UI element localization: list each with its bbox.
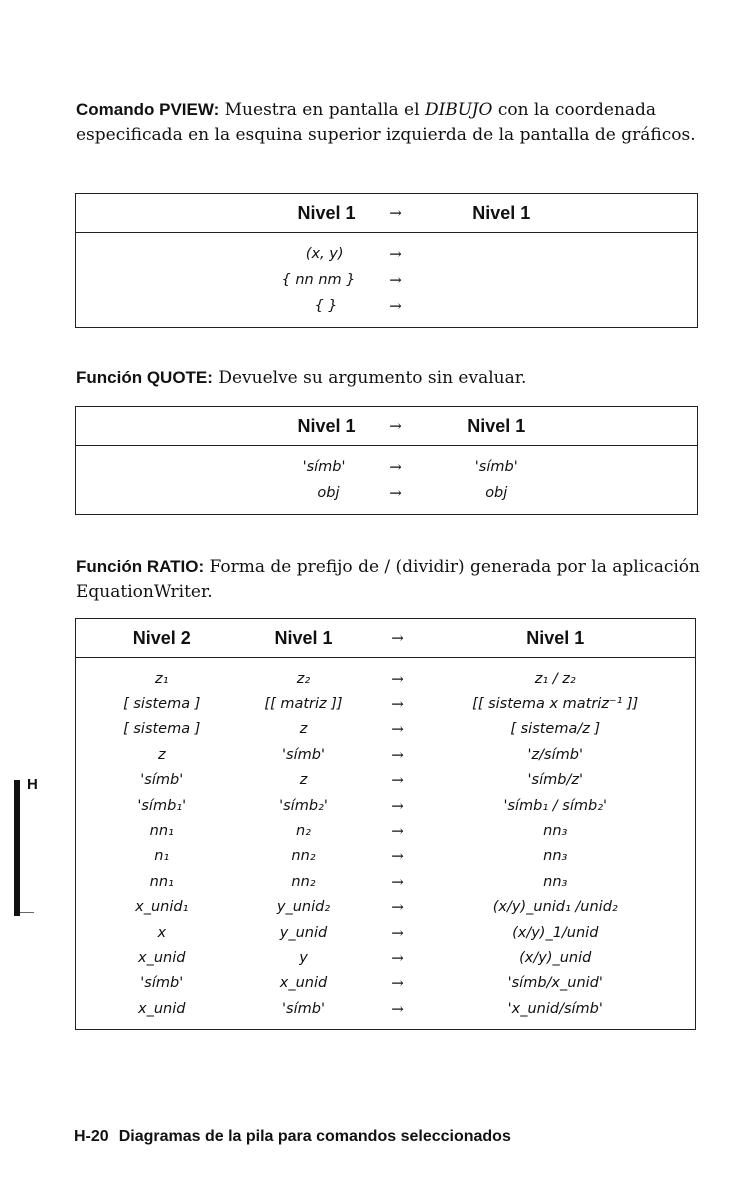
stack-cell: nn₂ — [291, 848, 316, 865]
section-tab-line — [20, 912, 34, 913]
table-row — [76, 945, 696, 970]
arrow-cell: → — [391, 695, 404, 714]
table-row: 'símb' → 'símb' — [302, 458, 518, 476]
arrow-cell: → — [391, 822, 404, 841]
table-row — [76, 691, 696, 716]
section-tab-letter: H — [27, 776, 38, 793]
stack-cell: y — [299, 949, 308, 966]
arrow-cell: → — [391, 796, 404, 815]
stack-cell: [[ matriz ]] — [264, 696, 343, 713]
stack-cell: nn₂ — [291, 873, 316, 890]
stack-cell: y_unid₂ — [276, 899, 331, 916]
arrow-cell: → — [391, 872, 404, 891]
quote-description: Función QUOTE: Devuelve su argumento sin evaluar. — [76, 368, 527, 388]
arrow-cell: → — [391, 974, 404, 993]
stack-cell: z₂ — [296, 670, 311, 687]
table-row — [76, 793, 696, 818]
section-tab-marker — [14, 780, 20, 916]
stack-cell: n₂ — [295, 823, 311, 840]
page-footer — [74, 1128, 511, 1146]
stack-cell: z — [299, 721, 308, 738]
stack-cell: n₁ — [154, 848, 170, 865]
stack-cell: x_unid — [138, 949, 186, 966]
table-row — [76, 895, 696, 920]
table-header-row: Nivel 2 Nivel 1 → Nivel 1 — [76, 619, 696, 658]
arrow-cell: → — [391, 923, 404, 942]
pview-description: Comando PVIEW: Muestra en pantalla el DIBUJO con la coordenada especificada en la esquina superior izquierda de la pantalla de gráficos. — [76, 100, 696, 145]
table-row: { } → — [314, 297, 402, 315]
stack-cell: y_unid — [279, 924, 328, 941]
stack-cell: z₁ — [155, 670, 169, 687]
arrow-cell: → — [391, 898, 404, 917]
stack-cell: (x/y)_unid₁ /unid₂ — [492, 899, 618, 916]
table-row — [76, 971, 696, 996]
table-row — [76, 844, 696, 869]
stack-cell: 'símb/x_unid' — [507, 975, 603, 992]
table-row: (x, y) → — [305, 245, 402, 263]
stack-cell: x_unid — [138, 1000, 186, 1017]
stack-cell: nn₃ — [543, 873, 568, 890]
table-row: { nn nm } → — [281, 271, 402, 289]
table-row — [76, 742, 696, 767]
arrow-cell: → — [391, 847, 404, 866]
ratio-command-name: Función RATIO: — [76, 557, 205, 576]
stack-cell: 'símb₂' — [279, 797, 328, 814]
table-row — [76, 996, 696, 1030]
table-row: obj → obj — [317, 484, 508, 502]
stack-cell: 'símb₁ / símb₂' — [503, 797, 608, 814]
stack-cell: 'z/símb' — [527, 746, 583, 763]
stack-cell: 'símb' — [140, 975, 184, 992]
arrow-cell: → — [391, 999, 404, 1018]
arrow-cell: → — [391, 720, 404, 739]
stack-cell: (x/y)_1/unid — [512, 924, 599, 941]
footer-title: Diagramas de la pila para comandos seleccionados — [118, 1128, 511, 1145]
stack-cell: 'símb/z' — [527, 772, 583, 789]
ratio-description: Función RATIO: Forma de prefijo de / (dividir) generada por la aplicación EquationWriter. — [76, 557, 700, 602]
stack-cell: nn₃ — [543, 848, 568, 865]
page-number: H-20 — [74, 1128, 109, 1145]
stack-cell: 'símb' — [282, 1000, 325, 1017]
table-row — [76, 869, 696, 894]
stack-cell: [ sistema ] — [123, 696, 201, 713]
stack-cell: x — [157, 924, 167, 941]
arrow-cell: → — [391, 745, 404, 764]
stack-cell: (x/y)_unid — [519, 949, 592, 966]
stack-cell: nn₁ — [149, 823, 174, 840]
arrow-cell: → — [391, 771, 404, 790]
stack-cell: z — [299, 772, 308, 789]
table-row — [76, 818, 696, 843]
table-header-row: Nivel 1 → Nivel 1 — [76, 194, 698, 233]
stack-cell: 'símb' — [282, 746, 325, 763]
stack-cell: 'x_unid/símb' — [507, 1000, 603, 1017]
stack-cell: nn₃ — [543, 823, 568, 840]
table-row — [76, 717, 696, 742]
pview-command-name: Comando PVIEW: — [76, 100, 220, 119]
table-header-row: Nivel 1 → Nivel 1 — [76, 407, 698, 446]
stack-cell: [ sistema ] — [123, 721, 201, 738]
pview-stack-table — [75, 193, 698, 328]
stack-cell: 'símb' — [140, 772, 184, 789]
stack-cell: x_unid — [279, 975, 328, 992]
arrow-cell: → — [391, 948, 404, 967]
stack-cell: x_unid₁ — [135, 899, 189, 916]
table-row — [76, 768, 696, 793]
stack-cell: z₁ / z₂ — [534, 670, 576, 687]
quote-command-name: Función QUOTE: — [76, 368, 213, 387]
ratio-stack-table — [75, 618, 696, 1030]
table-row — [76, 658, 696, 692]
quote-stack-table — [75, 406, 698, 515]
arrow-cell: → — [391, 669, 404, 688]
stack-cell: nn₁ — [149, 873, 174, 890]
stack-cell: z — [157, 746, 166, 763]
stack-cell: [ sistema/z ] — [510, 721, 601, 738]
table-row — [76, 920, 696, 945]
stack-cell: [[ sistema x matriz⁻¹ ]] — [472, 696, 639, 713]
stack-cell: 'símb₁' — [137, 797, 187, 814]
